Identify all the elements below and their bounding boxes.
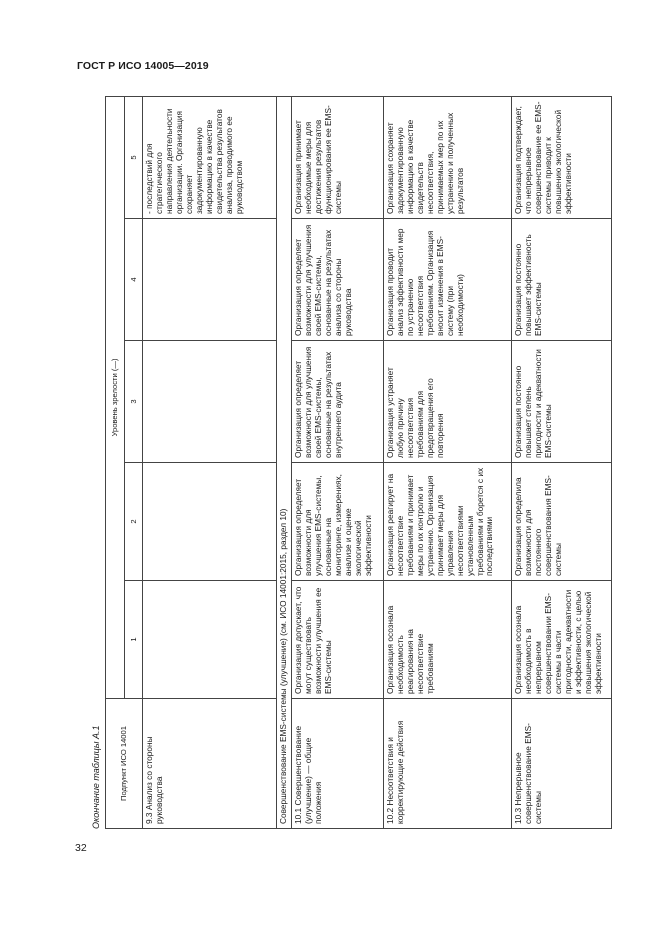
level-cell: Организация постоянно повышает эффективность EMS-системы [511, 219, 611, 341]
document-header: ГОСТ Р ИСО 14005—2019 [77, 60, 209, 72]
level-number: 1 [125, 581, 143, 699]
page-number: 32 [75, 842, 87, 854]
level-cell: Организация определила возможности для постоянного совершенствования EMS-системы [511, 463, 611, 581]
level-cell: Организация реагирует на несоответствие требованиям и принимает меры по их контролю и устранению. Организация принимает меры для управления несоответствиями установленным требованиям и борется с их последствиями [383, 463, 511, 581]
level-cell: Организация определяет возможности для улучшения своей EMS-системы, основанные на результатах внутреннего аудита [291, 341, 383, 463]
clause-column-header: Подпункт ИСО 14001 [106, 699, 143, 829]
maturity-level-header: Уровень зрелости (—) [106, 96, 125, 698]
clause-cell: 10.3 Непрерывное совершенствование EMS-системы [511, 699, 611, 829]
rotated-content [88, 97, 603, 829]
level-cell: Организация принимает необходимые меры для достижения результатов функционирования ее EMS-системы [291, 96, 383, 218]
level-cell [143, 463, 277, 581]
table-row [143, 96, 277, 828]
level-cell: Организация подтверждает, что непрерывное совершенствование ее EMS-системы приводит к повышению экологической эффективности [511, 96, 611, 218]
level-cell [143, 219, 277, 341]
clause-cell: 10.2 Несоответствия и корректирующие действия [383, 699, 511, 829]
level-cell: Организация осознала необходимость в непрерывном совершенствовании EMS-системы в части пригодности, адекватности и эффективности, с целью повышения экологической эффективности [511, 581, 611, 699]
section-title: Совершенствование EMS-системы (улучшение) (см. ИСО 14001:2015, раздел 10) [277, 96, 292, 828]
table-row [291, 96, 383, 828]
level-cell: Организация определяет возможности для улучшения EMS-системы, основанные на мониторинге, измерениях, анализе и оценке экологической эффективности [291, 463, 383, 581]
table-caption: Окончание таблицы А.1 [91, 725, 101, 829]
level-number: 5 [125, 96, 143, 218]
level-cell: Организация определяет возможности для улучшения своей EMS-системы, основанные на результатах анализа со стороны руководства [291, 219, 383, 341]
level-number: 3 [125, 341, 143, 463]
level-cell: Организация постоянно повышает степень пригодности и адекватности EMS-системы [511, 341, 611, 463]
level-cell: Организация проводит анализ эффективности мер по устранению несоответствия требованиям. Организация вносит изменения в EMS-систему (при необходимости) [383, 219, 511, 341]
rotated-table-area [88, 97, 603, 829]
clause-cell: 9.3 Анализ со стороны руководства [143, 699, 277, 829]
level-cell: Организация сохраняет задокументированную информацию в качестве свидетельств несоответствия, принимаемых мер по их устранению и полученных результатов [383, 96, 511, 218]
clause-cell: 10.1 Совершенствование (улучшение) — общие положения [291, 699, 383, 829]
level-cell: Организация допускает, что могут существовать возможности улучшения ее EMS-системы [291, 581, 383, 699]
table-row [511, 96, 611, 828]
header-row-1 [106, 96, 125, 828]
maturity-table [105, 96, 612, 829]
level-cell [143, 341, 277, 463]
section-row [277, 96, 292, 828]
level-cell: Организация осознала необходимость реагирования на несоответствие требованиям [383, 581, 511, 699]
level-number: 2 [125, 463, 143, 581]
level-cell: Организация устраняет любую причину несоответствия требованиям для предотвращения его повторения [383, 341, 511, 463]
table-row [383, 96, 511, 828]
level-cell: - последствий для стратегического направления деятельности организации. Организация сохраняет задокументированную информацию в качестве свидетельства результатов анализа, проводимого ее руководством [143, 96, 277, 218]
level-number: 4 [125, 219, 143, 341]
level-cell [143, 581, 277, 699]
